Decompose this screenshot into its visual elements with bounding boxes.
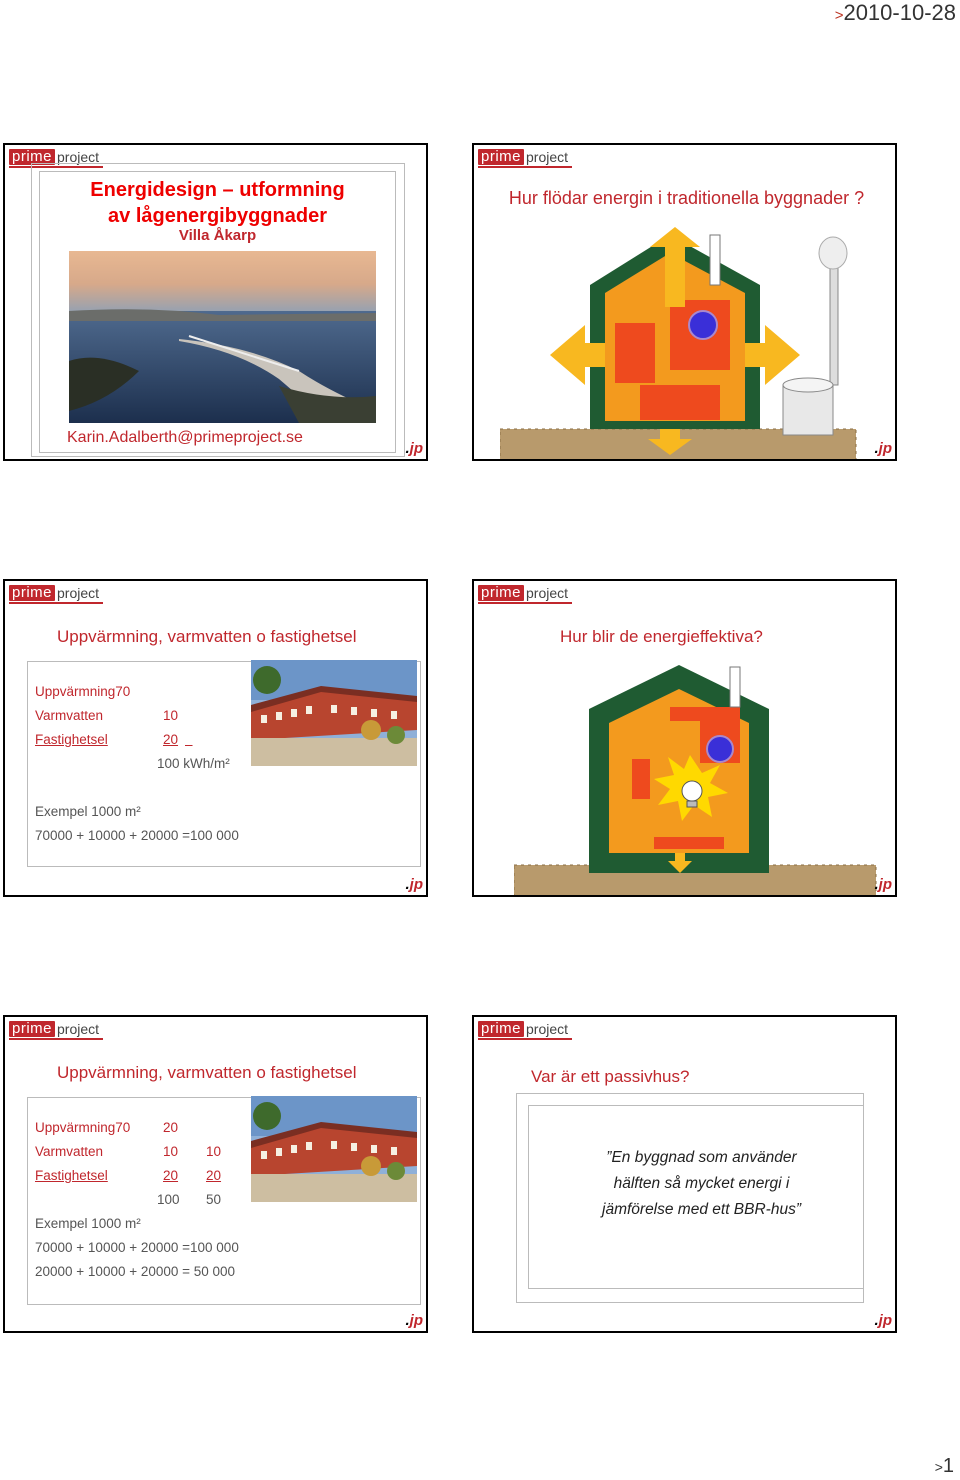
calc-line-1: 70000 + 10000 + 20000 =100 000 <box>35 1240 239 1255</box>
slide-5 <box>3 1015 428 1333</box>
row-heating: Uppvärmning70 <box>35 684 131 699</box>
row-hot-water: Varmvatten 10 10 <box>35 1144 222 1159</box>
jp-logo: .jp <box>874 440 892 457</box>
row-property-electricity: Fastighetsel 20 20 <box>35 1168 222 1183</box>
passive-house-quote: ”En byggnad som använder hälften så mycket energi i jämförelse med ett BBR-hus” <box>602 1149 801 1218</box>
row-total: 100 50 <box>157 1192 222 1207</box>
jp-logo: .jp <box>405 440 423 457</box>
example-label: Exempel 1000 m² <box>35 804 141 819</box>
row-property-electricity: Fastighetsel 20 <box>35 732 179 747</box>
row-total: 100 kWh/m² <box>157 756 230 771</box>
prime-logo: prime project <box>478 148 568 166</box>
slide-title: Var är ett passivhus? <box>531 1067 690 1086</box>
prime-logo: prime project <box>478 584 568 602</box>
slide-1 <box>3 143 428 461</box>
jp-logo: .jp <box>874 1312 892 1329</box>
school-photo <box>251 660 417 766</box>
bridge-photo <box>69 251 376 423</box>
prime-logo: prime project <box>9 148 99 166</box>
page-number: >1 <box>934 1455 954 1477</box>
slide-title: Hur flödar energin i traditionella byggnader ? <box>508 188 865 208</box>
row-heating: Uppvärmning70 20 <box>35 1120 179 1135</box>
calc-line-2: 20000 + 10000 + 20000 = 50 000 <box>35 1264 236 1279</box>
calc-line-1: 70000 + 10000 + 20000 =100 000 <box>35 828 239 843</box>
slide-3 <box>3 579 428 897</box>
jp-logo: .jp <box>405 876 423 893</box>
prime-logo: prime project <box>9 584 99 602</box>
prime-logo: prime project <box>9 1020 99 1038</box>
slide-title: Hur blir de energieffektiva? <box>560 627 763 646</box>
house-energy-diagram <box>500 225 872 461</box>
efficient-house-diagram <box>514 661 886 897</box>
example-label: Exempel 1000 m² <box>35 1216 141 1231</box>
slide-2 <box>472 143 897 461</box>
slide-title: Uppvärmning, varmvatten o fastighetsel <box>57 627 357 646</box>
slide-title: Energidesign – utformning av lågenergibyggnader <box>90 179 345 227</box>
prime-logo: prime project <box>478 1020 568 1038</box>
slide-4 <box>472 579 897 897</box>
jp-logo: .jp <box>874 876 892 893</box>
row-hot-water: Varmvatten 10 <box>35 708 179 723</box>
header-date: >2010-10-28 <box>834 0 956 25</box>
contact-email: Karin.Adalberth@primeproject.se <box>67 429 303 446</box>
slide-title: Uppvärmning, varmvatten o fastighetsel <box>57 1063 357 1082</box>
jp-logo: .jp <box>405 1312 423 1329</box>
slide-subtitle: Villa Åkarp <box>178 227 257 244</box>
slide-6 <box>472 1015 897 1333</box>
school-photo <box>251 1096 417 1202</box>
